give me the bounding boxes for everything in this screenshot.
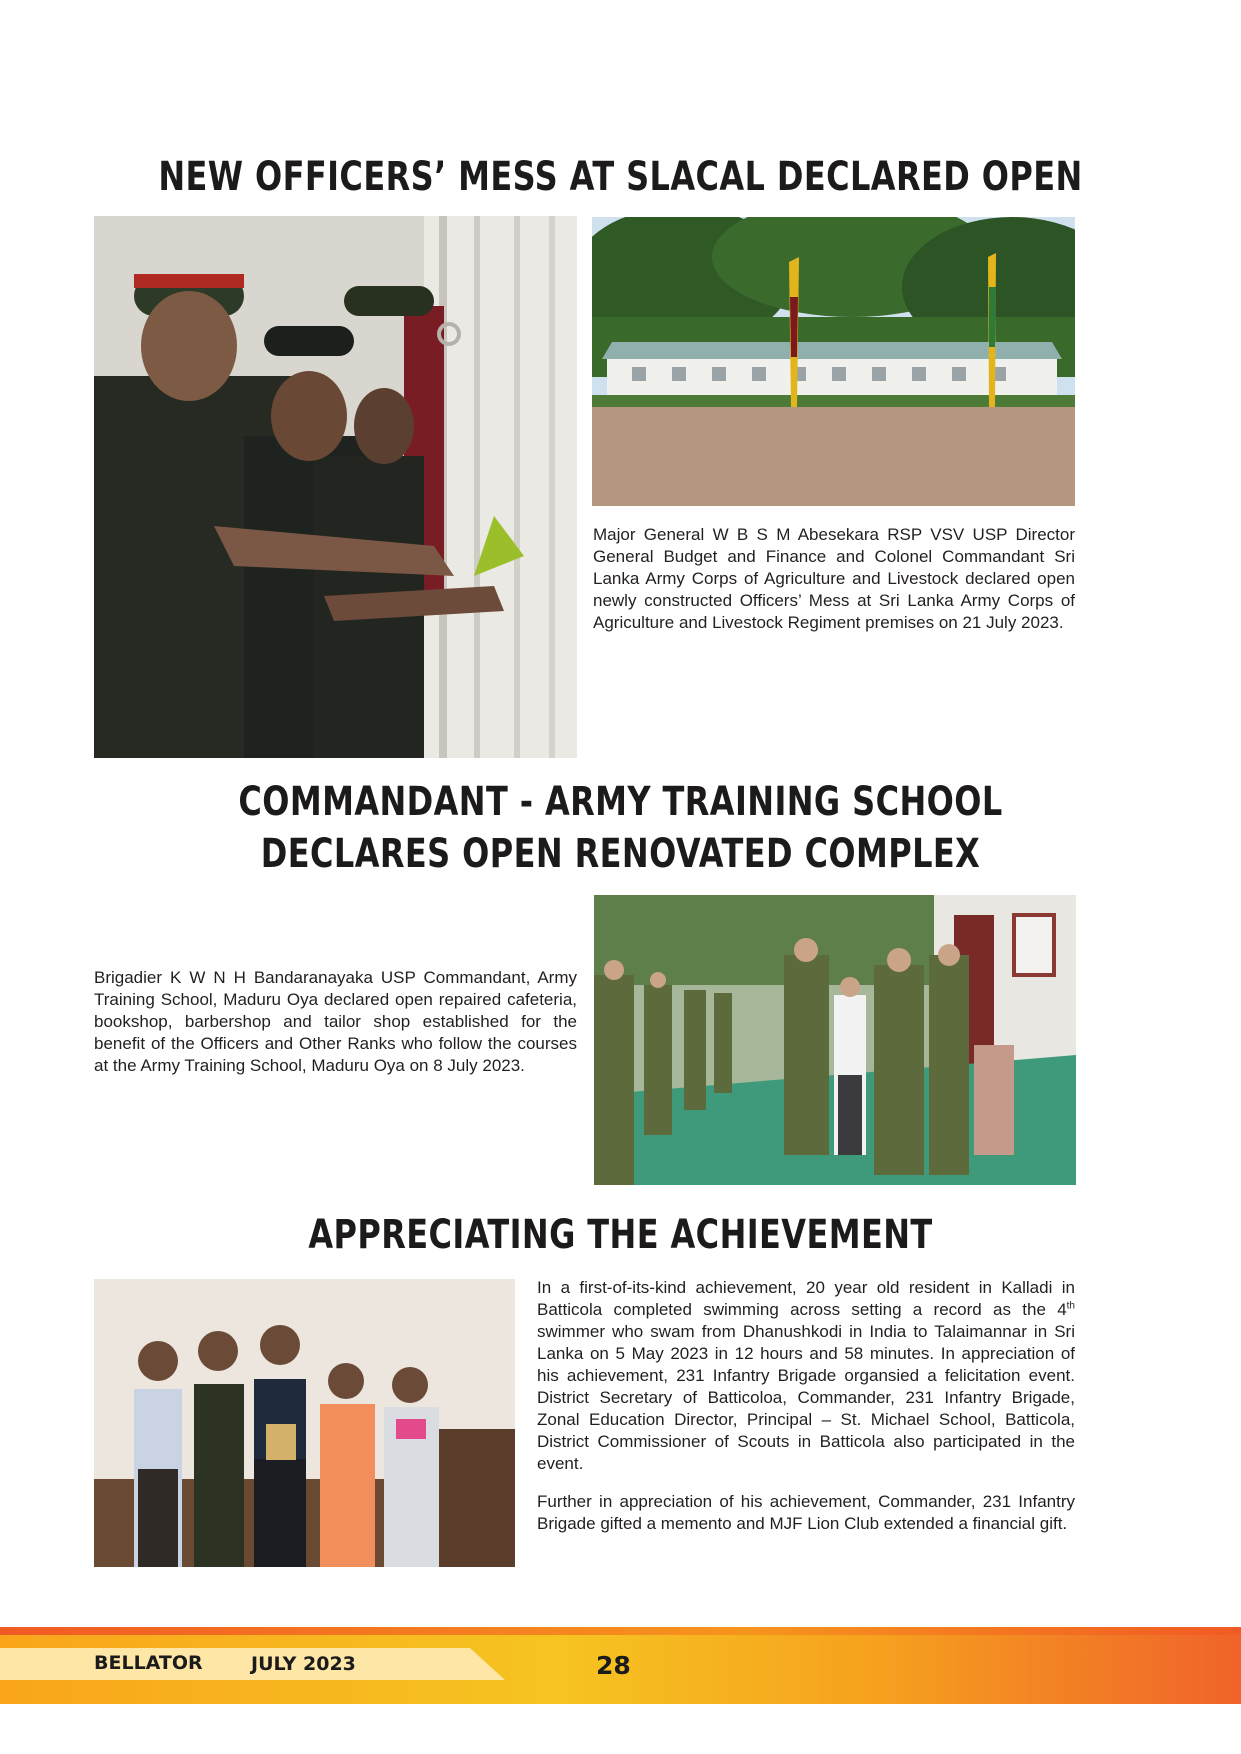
section2-caption: Brigadier K W N H Bandaranayaka USP Commandant, Army Training School, Maduru Oya declared open repaired cafeteria, bookshop, barbershop and tailor shop established for the benefit of the Officers and Other Ranks who follow the courses at the Army Training School, Maduru Oya on 8 July 2023.	[94, 968, 577, 1075]
section2-heading-line2: DECLARES OPEN RENOVATED COMPLEX	[260, 831, 981, 877]
army-training-school-photo	[594, 895, 1076, 1185]
section3-heading: APPRECIATING THE ACHIEVEMENT	[308, 1212, 933, 1258]
felicitation-event-photo	[94, 1279, 515, 1567]
page-number: 28	[596, 1651, 631, 1680]
section3-paragraph-1: In a first-of-its-kind achievement, 20 year old resident in Kalladi in Batticola completed swimming across setting a record as the 4th swimmer who swam from Dhanushkodi in India to Talaimannar in Sri Lanka on 5 May 2023 in 12 hours and 58 minutes. In appreciation of his achievement, 231 Infantry Brigade organsied a felicitation event. District Secretary of Batticoloa, Commander, 231 Infantry Brigade, Zonal Education Director, Principal – St. Michael School, Batticola, District Commissioner of Scouts in Batticola also participated in the event.	[537, 1278, 1075, 1473]
footer-magazine-name: BELLATOR	[94, 1652, 203, 1674]
section3-body	[537, 1277, 1075, 1535]
section2-heading-line1: COMMANDANT - ARMY TRAINING SCHOOL	[238, 779, 1003, 825]
section1-heading: NEW OFFICERS’ MESS AT SLACAL DECLARED OPEN	[158, 154, 1083, 200]
section1-caption: Major General W B S M Abesekara RSP VSV USP Director General Budget and Finance and Colonel Commandant Sri Lanka Army Corps of Agriculture and Livestock declared open newly constructed Officers’ Mess at Sri Lanka Army Corps of Agriculture and Livestock Regiment premises on 21 July 2023.	[593, 525, 1075, 632]
ribbon-cutting-photo	[94, 216, 577, 758]
officers-mess-building-photo	[592, 217, 1075, 506]
footer-stripe	[0, 1627, 1241, 1635]
footer-issue-date: JULY 2023	[251, 1653, 356, 1675]
section3-paragraph-2: Further in appreciation of his achievement, Commander, 231 Infantry Brigade gifted a memento and MJF Lion Club extended a financial gift.	[537, 1492, 1075, 1533]
